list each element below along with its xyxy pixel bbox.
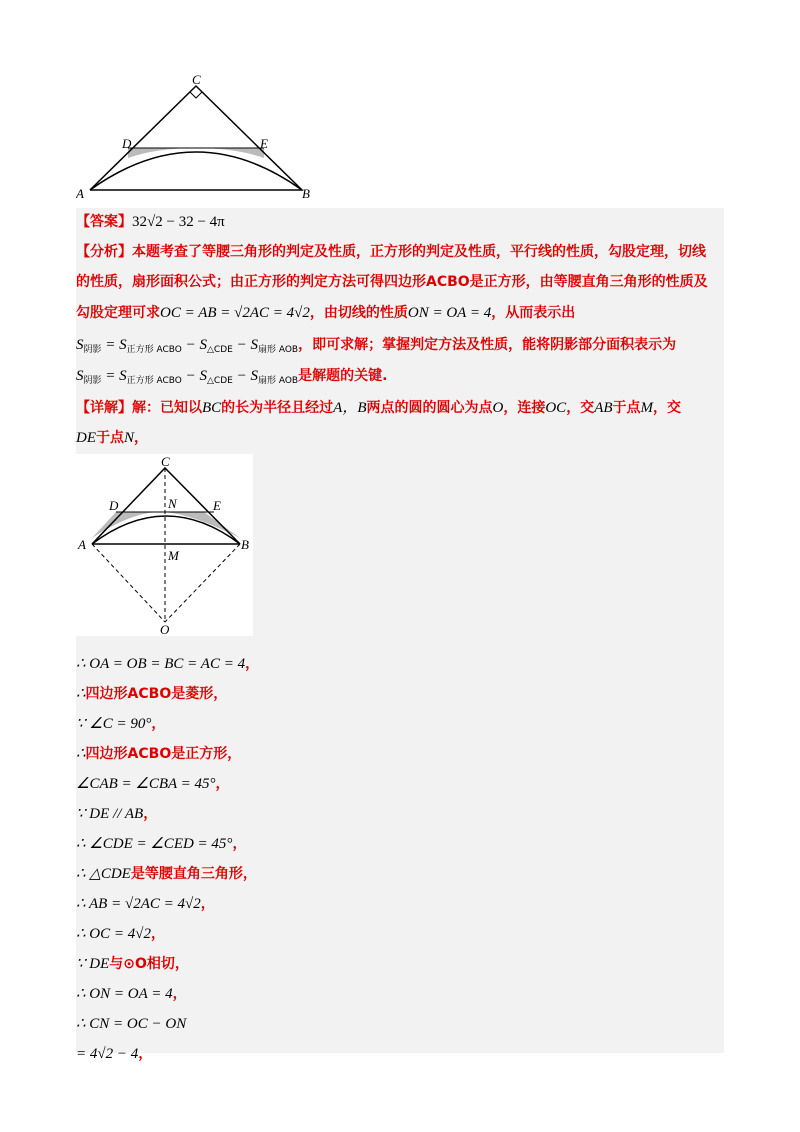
detail-tag: 【详解】: [76, 400, 132, 416]
detail-1a: 解：已知以: [132, 400, 202, 416]
label-E-2: E: [213, 498, 221, 513]
detail-1h: ，交: [566, 400, 595, 416]
analysis-math-on: ON = OA = 4: [407, 305, 492, 321]
label-D-2: D: [109, 498, 119, 513]
step-math: ∴ OC = 4√2: [76, 926, 151, 942]
detail-line-1: [76, 398, 681, 418]
solution-step: [76, 924, 165, 944]
segment-AO: [92, 544, 165, 622]
solution-step: [76, 894, 215, 914]
detail-2c: N: [124, 430, 135, 446]
step-math: ∵ ∠C = 90°: [76, 716, 152, 732]
label-A-2: A: [78, 537, 86, 552]
solution-step: [76, 804, 157, 824]
analysis-text-3b: ，由切线的性质: [309, 305, 408, 321]
analysis-math-oc: OC = AB = √2AC = 4√2: [160, 305, 310, 321]
step-text: ，: [143, 806, 158, 822]
figure-2-square: [76, 454, 253, 636]
step-math: ∴: [76, 746, 86, 762]
step-math: ∴ ∠CDE = ∠CED = 45°: [76, 836, 233, 852]
step-math: ∠CAB = ∠CBA = 45°: [76, 776, 216, 792]
step-math: = 4√2 − 4: [76, 1046, 139, 1062]
label-O-2: O: [160, 622, 170, 636]
label-B: B: [302, 186, 310, 201]
detail-1l: ，交: [653, 400, 682, 416]
solution-step: [76, 774, 230, 794]
step-math: ∴ CN = OC − ON: [76, 1016, 187, 1032]
solution-panel: [76, 208, 724, 1062]
label-C: C: [192, 72, 201, 87]
solution-step: [76, 654, 259, 674]
solution-step: [76, 744, 241, 764]
step-math: ∵ DE: [76, 956, 110, 972]
step-math: ∴ △CDE: [76, 866, 131, 882]
arc-AB: [90, 152, 302, 190]
analysis-line-5: [76, 366, 387, 391]
analysis-text-3c: ，从而表示出: [491, 305, 576, 321]
detail-1k: M: [640, 400, 654, 416]
analysis-line-1: [76, 242, 706, 262]
detail-1d: 两点的圆的圆心为点: [366, 400, 493, 416]
step-math: ∴ AB = √2AC = 4√2: [76, 896, 201, 912]
step-text: 与⊙O相切，: [109, 956, 189, 972]
step-text: ，: [245, 656, 260, 672]
analysis-line-4: [76, 335, 676, 360]
detail-2m: DE: [76, 430, 96, 446]
analysis-text-5: 是解题的关键.: [298, 368, 388, 384]
label-C-2: C: [161, 454, 170, 469]
solution-step: [76, 684, 227, 704]
step-text: ，: [172, 986, 187, 1002]
step-text: 是等腰直角三角形，: [130, 866, 257, 882]
detail-2b: 于点: [96, 430, 124, 446]
analysis-tag: 【分析】: [76, 244, 132, 260]
step-text: ，: [215, 776, 230, 792]
analysis-line-2: [76, 272, 708, 292]
detail-1f: ，连接: [503, 400, 546, 416]
detail-1i: AB: [594, 400, 613, 416]
analysis-text-2: 的性质，扇形面积公式；由正方形的判定方法可得四边形ACBO是正方形，由等腰直角三角形的性质及: [76, 274, 708, 290]
step-text: 四边形ACBO是正方形，: [85, 746, 242, 762]
step-math: ∵ DE // AB: [76, 806, 144, 822]
step-math: ∴: [76, 686, 86, 702]
answer-tag: 【答案】: [76, 214, 132, 230]
step-text: ，: [200, 896, 215, 912]
solution-step: [76, 834, 246, 854]
solution-step: [76, 864, 257, 884]
analysis-line-3: [76, 303, 575, 323]
solution-step: [76, 1014, 186, 1034]
step-text: ，: [232, 836, 247, 852]
step-text: ，: [151, 716, 166, 732]
analysis-text-3a: 勾股定理可求: [76, 305, 160, 321]
step-math: ∴ ON = OA = 4: [76, 986, 173, 1002]
solution-step: [76, 1044, 152, 1064]
detail-1b: 的长为半径且经过: [221, 400, 334, 416]
step-text: ，: [151, 926, 165, 942]
solution-step: [76, 714, 165, 734]
step-math: ∴ OA = OB = BC = AC = 4: [76, 656, 246, 672]
figure-1-triangle: [76, 72, 316, 207]
analysis-text-4: ，即可求解；掌握判定方法及性质，能将阴影部分面积表示为: [298, 337, 677, 353]
label-D: D: [122, 136, 132, 151]
label-B-2: B: [241, 537, 249, 552]
formula-1: $S_{阴影} = S_{正方形 ACBO} - S_{\triangle CDE} - S_{扇形 AOB}$: [76, 337, 299, 355]
detail-1g: OC: [545, 400, 567, 416]
detail-1j: 于点: [612, 400, 641, 416]
right-angle-mark: [190, 92, 202, 98]
step-text: ，: [138, 1046, 153, 1062]
analysis-text-1: 本题考查了等腰三角形的判定及性质，正方形的判定及性质，平行线的性质，勾股定理，切线: [132, 244, 706, 260]
detail-2d: ，: [134, 430, 149, 446]
solution-step: [76, 984, 187, 1004]
formula-2: $S_{阴影} = S_{正方形 ACBO} - S_{\triangle CDE} - S_{扇形 AOB}$: [76, 368, 299, 386]
step-text: 四边形ACBO是菱形，: [85, 686, 228, 702]
label-A: A: [76, 186, 84, 201]
detail-1e: O: [492, 400, 504, 416]
answer-value: 32√2 − 32 − 4π: [132, 214, 225, 230]
label-E: E: [260, 136, 268, 151]
detail-1c: A，B: [333, 400, 367, 416]
detail-line-2: [76, 428, 148, 448]
detail-1m: BC: [202, 400, 222, 416]
label-N-2: N: [168, 496, 177, 511]
solution-step: [76, 954, 189, 974]
label-M-2: M: [168, 548, 179, 563]
answer-line: [76, 212, 225, 232]
